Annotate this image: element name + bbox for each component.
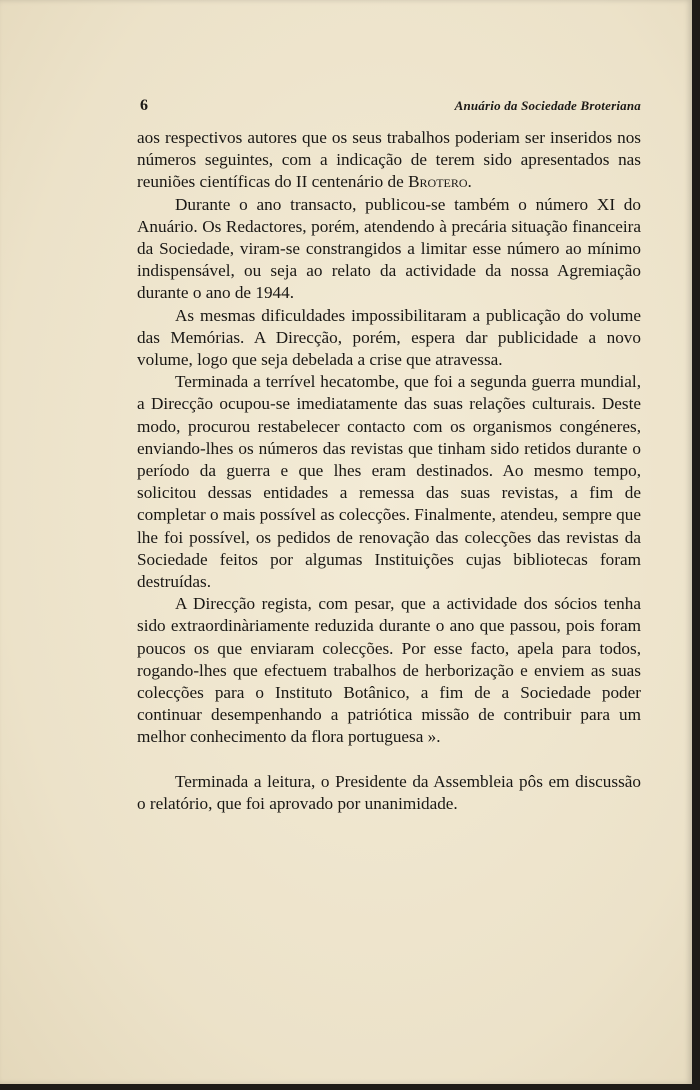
running-title: Anuário da Sociedade Broteriana (454, 98, 641, 113)
paragraph-6: Terminada a leitura, o Presidente da Assembleia pôs em discussão o relatório, que foi aprovado por unanimidade. (137, 771, 641, 813)
brotero-smallcaps: Brotero. (408, 172, 472, 192)
page-number: 6 (140, 97, 148, 114)
page-edge-right (692, 0, 700, 1090)
paragraph-3: As mesmas dificuldades impossibilitaram a publicação do volume das Memórias. A Direcção, porém, espera dar publicidade a novo volume, logo que seja debelada a crise que atravessa. (137, 305, 641, 370)
paragraph-5: A Direcção regista, com pesar, que a actividade dos sócios tenha sido extraordinàriamente reduzida durante o ano que passou, pois foram poucos os que enviaram colecções. Por esse facto, apela para todos, rogando-lhes que efectuem trabalhos de herborização e enviem as suas colecções para o Instituto Botânico, a fim de a Sociedade poder continuar desempenhando a patriótica missão de contribuir para um melhor conhecimento da flora portuguesa ». (137, 594, 641, 747)
paragraph-4: Terminada a terrível hecatombe, que foi a segunda guerra mundial, a Direcção ocupou-se imediatamente das suas relações culturais. Deste modo, procurou restabelecer contacto com os organismos congéneres, enviando-lhes os números das revistas que tinham sido retidos durante o período da guerra e que lhes eram destinados. Ao mesmo tempo, solicitou dessas entidades a remessa das suas revistas, a fim de completar o mais possível as colecções. Finalmente, atendeu, sempre que lhe foi possível, os pedidos de renovação das colecções das revistas da Sociedade feitos por algumas Instituições cujas bibliotecas foram destruídas. (137, 372, 642, 592)
page-header (140, 97, 641, 117)
paragraph-1 (137, 127, 641, 194)
paragraph-1-text: aos respectivos autores que os seus trabalhos poderiam ser inseridos nos números seguintes, com a indicação de terem sido apresentados nas reuniões científicas do II centenário de (137, 128, 641, 192)
paragraph-2: Durante o ano transacto, publicou-se também o número XI do Anuário. Os Redactores, porém, atendendo à precária situação financeira da Sociedade, viram-se constrangidos a limitar esse número ao mínimo indispensável, ou seja ao relato da actividade da nossa Agremiação durante o ano de 1944. (137, 194, 641, 303)
body-text (137, 127, 641, 815)
page-edge-bottom (0, 1084, 700, 1090)
